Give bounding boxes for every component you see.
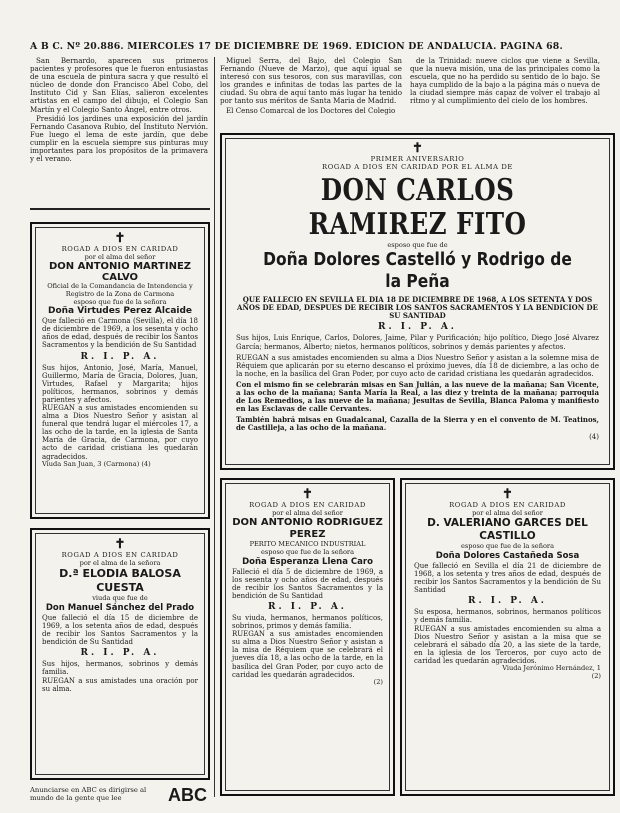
deceased-name: DON ANTONIO MARTINEZ CALVO [48,261,192,284]
for-line: por el alma del señor [472,508,543,517]
article-right [410,57,600,129]
pray-line: ROGAD A DIOS EN CARIDAD [449,501,566,509]
masses: Con el mismo fin se celebrarán misas en San Julián, a las nueve de la mañana; San Vicente, a las ocho de la mañana; Santa María la Real, a las diez y treinta de la mañana; parroquia de Los Remedios, a las nueve de la mañana; Jesuitas de Sevilla, Blanca Paloma y manifiesto en las Esclavas de calle Cervantes. [236,379,599,414]
paragraph: El Censo Comarcal de los Doctores del Colegio [226,105,396,115]
family: Su viuda, hermanos, hermanos políticos, sobrinos, primos y demás familia. [232,613,383,631]
obituary-balosa [30,528,210,780]
death-info: QUE FALLECIO EN SEVILLA EL DIA 18 DE DICIEMBRE DE 1968, A LOS SETENTA Y DOS AÑOS DE EDAD, DESPUES DE RECIBIR LOS SANTOS SACRAMENTOS Y LA BENDICION DE SU SANTIDAD [237,295,598,321]
family: Sus hijos, Luis Enrique, Carlos, Dolores, Jaime, Pilar y Purificación; hijo político, Diego José Alvarez García; hermanos, Alberto; nietos, hermanos políticos, sobrinos y demás parientes y afectos. [236,334,599,351]
deceased-name: DON CARLOS RAMIREZ FITO [308,172,527,242]
spouse-intro: esposo que fue de [387,240,448,249]
spouse-intro: viuda que fue de [92,594,148,603]
paragraph: San Bernardo, aparecen sus primeros pacientes y profesores que le fueron entusiastas de una escuela de pintura sacra y que resultó el núcleo de donde don Francisco Abel Cobo, del Instituto Cid y San Elías, salieron excelentes artistas en el campo del dibujo, el Colegio San Martín y el Colegio Santo Ángel, entre otros. [30,57,208,114]
spouse-name: Doña Dolores Castañeda Sosa [435,550,580,561]
ripa: R. I. P. A. [80,351,160,362]
paragraph: de la Trinidad: nueve ciclos que viene a Sevilla, que la nueva misión, una de las principales como la escuela, que no ha perdido su sentido de lo bajo. Se haya cumplido de la bajo a la página más o nueva de la ciudad siempre más capaz de volver el trabajo al ritmo y al cumplimiento del cielo de los hombres. [410,57,600,106]
anniversary: PRIMER ANIVERSARIO [370,155,465,163]
spouse-name: Don Manuel Sánchez del Prado [45,602,195,613]
family: Su esposa, hermanos, sobrinos, hermanos políticos y demás familia. [414,608,601,625]
column-divider [214,57,215,797]
page-header: A B C. Nº 20.886. MIERCOLES 17 DE DICIEMBRE DE 1969. EDICION DE ANDALUCIA. PAGINA 68. [30,41,563,52]
spouse-intro: esposo que fue de la señora [260,547,355,556]
cross-icon: ✝ [302,487,313,502]
family: Sus hijos, Antonio, José, María, Manuel, Guillermo, María de Gracia, Dolores, Juan, Virtudes, Rafael y Margarita; hijos políticos, hermanos, sobrinos y demás parientes y afectos. [42,363,198,404]
notice-code: (2) [591,671,601,680]
ad-note: Anunciarse en ABC es dirigirse al mundo de la gente que lee [30,786,147,802]
for-line: por el alma del señor [84,252,156,261]
obituary-martinez [30,222,210,519]
article-left [30,57,208,202]
request: RUEGAN a sus amistades encomienden su alma a Dios Nuestro Señor y asistan al funeral que tendrá lugar el miércoles 17, a las ocho de la tarde, en la iglesia de Santa María de Gracia, de Carmona, por cuyo acto de caridad cristiana les quedarán agradecidos. [42,404,198,461]
pray-line: ROGAD A DIOS EN CARIDAD [249,501,366,509]
footer-line: Viuda Jerónimo Hernández, 1 [502,664,601,673]
pray-line: ROGAD A DIOS EN CARIDAD [61,551,179,559]
role: PERITO MECANICO INDUSTRIAL [249,540,366,549]
deceased-name: DON ANTONIO RODRIGUEZ PEREZ [232,517,383,541]
divider [30,208,210,210]
for-line: por el alma del señor [272,508,343,517]
cross-icon: ✝ [114,231,126,246]
spouse-name: Doña Dolores Castelló y Rodrigo de la Peña [263,249,572,293]
role: Oficial de la Comandancia de Intendencia y Registro de la Zona de Carmona [47,282,193,298]
notice-code: (2) [373,677,383,686]
for-line: por el alma de la señora [79,558,161,567]
death-info: Que falleció el día 15 de diciembre de 1969, a los setenta años de edad, después de recibir los Santos Sacramentos y la bendición de Su Santidad [42,613,198,647]
main-obituary [220,133,615,470]
death-info: Que falleció en Carmona (Sevilla), el día 18 de diciembre de 1969, a los sesenta y ocho años de edad, después de recibir los Santos Sacramentos y la bendición de Su Santidad [42,317,198,350]
paragraph: Presidió los jardines una exposición del jardín Fernando Casanova Rubio, del Instituto Nervión. Fue luego el lema de este jardín, que debe cumplir en la escuela siempre sus pinturas muy importantes para los propósitos de la primavera y el verano. [30,113,208,164]
cross-icon: ✝ [412,141,423,156]
request: RUEGAN a sus amistades una oración por su alma. [42,676,198,693]
spouse-name: Doña Esperanza Llena Caro [242,556,373,567]
death-info: Falleció el día 5 de diciembre de 1969, a los sesenta y ocho años de edad, después de recibir los Santos Sacramentos y la bendición de Su Santidad [232,567,383,600]
deceased-name: D. VALERIANO GARCES DEL CASTILLO [427,517,588,543]
ripa: R. I. P. A. [268,601,347,612]
death-info: Que falleció en Sevilla el día 21 de diciembre de 1968, a los setenta y tres años de edad, después de recibir los Santos Sacramentos y la bendición de Su Santidad [414,561,601,595]
spouse-name: Doña Virtudes Perez Alcaide [47,306,193,317]
family: Sus hijos, hermanos, sobrinos y demás familia. [42,660,198,677]
pray-line: ROGAD A DIOS EN CARIDAD [61,245,179,253]
also-masses: También habrá misas en Guadalcanal, Cazalla de la Sierra y en el convento de M. Teatinos, de Castilleja, a las ocho de la mañana. [236,415,599,433]
article-middle [220,57,402,129]
obituary-rodriguez [220,478,395,796]
ripa: R. I. P. A. [468,596,547,607]
pray-line: ROGAD A DIOS EN CARIDAD POR EL ALMA DE [322,162,513,171]
deceased-name: D.ª ELODIA BALOSA CUESTA [59,567,181,595]
request: RUEGAN a sus amistades encomienden su alma a Dios Nuestro Señor y asistan a la solemne misa de Réquiem que aplicarán por su eterno descanso el próximo jueves, día 18 de diciembre, a las ocho de la noche, en la basílica del Gran Poder, por cuyo acto de caridad cristiana les quedarán agradecidos. [236,353,599,378]
request: RUEGAN a sus amistades encomienden su alma a Dios Nuestro Señor y asistan a la misa de Réquiem que se celebrará el jueves día 18, a las ocho de la tarde, en la basílica del Gran Poder, por cuyo acto de caridad les quedarán agradecidos. [232,630,383,679]
spouse-intro: esposo que fue de la señora [73,297,167,306]
spouse-intro: esposo que fue de la señora [460,542,555,551]
obituary-garces [400,478,615,796]
paragraph: Miguel Serra, del Bajo, del Colegio San Fernando (Nueve de Marzo), que aquí igual se interesó con sus tesoros, con sus maravillas, con los grandes e infinitas de todas las partes de la ciudad. Su obra de aquí tanto más lugar ha tenido por tanto sus méritos de Santa Maria de Madrid. [220,57,402,106]
ripa: R. I. P. A. [80,648,160,659]
notice-code: Viuda San Juan, 3 (Carmona) (4) [42,459,151,468]
request: RUEGAN a sus amistades encomienden su alma a Dios Nuestro Señor y asistan a la misa que se celebrará el sábado día 20, a las siete de la tarde, en la iglesia de los Terceros, por cuyo acto de caridad les quedarán agradecidos. [414,624,601,665]
ripa: R. I. P. A. [378,322,457,333]
notice-code: (4) [589,432,599,441]
cross-icon: ✝ [502,487,513,502]
cross-icon: ✝ [114,537,126,552]
abc-logo: ABC [168,785,207,805]
